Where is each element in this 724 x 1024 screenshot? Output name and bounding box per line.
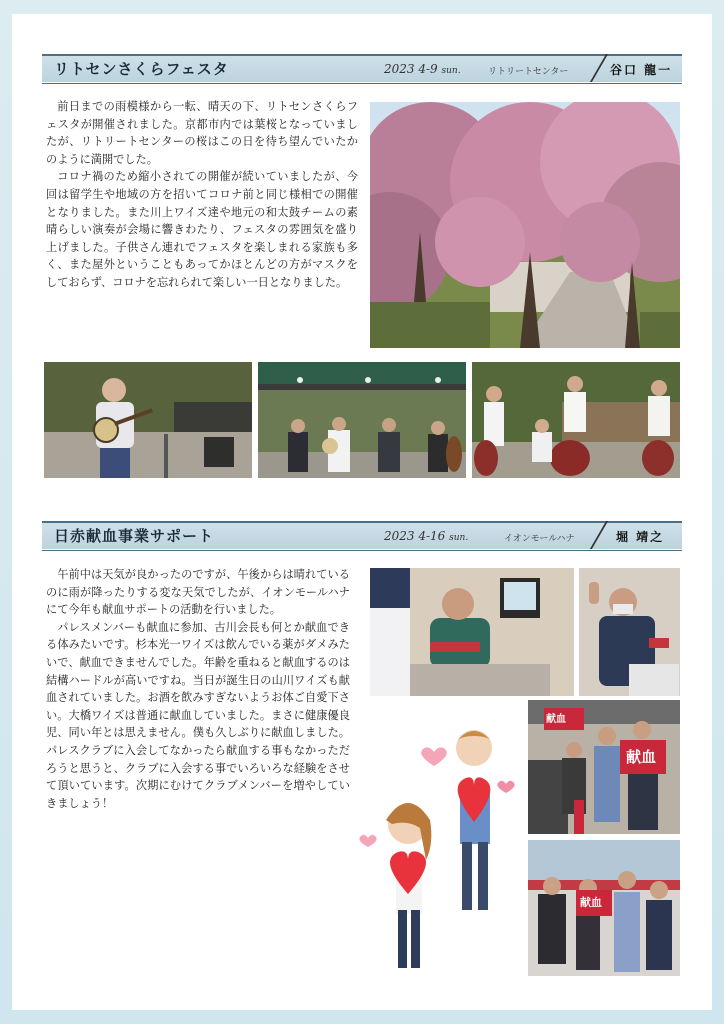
section2-title: 日赤献血事業サポート	[54, 527, 215, 545]
decorative-dots-bottom	[108, 952, 518, 960]
section1-date-value: 2023 4-9	[384, 62, 438, 76]
taiko-drum-photo	[472, 362, 680, 478]
section1-place: リトリートセンター	[488, 67, 569, 77]
section2-paragraph-1: 午前中は天気が良かったのですが、午後からは晴れているのに雨が降ったりする変な天気でしたが、イオンモールハナにて今年も献血サポートの活動を行いました。	[46, 568, 350, 617]
donor-waving-photo	[579, 568, 680, 696]
cherry-blossom-photo	[370, 102, 680, 348]
section2-author: 堀 靖之	[616, 530, 665, 544]
heart-couple-illustration	[356, 724, 526, 980]
section2-date-value: 2023 4-16	[384, 529, 446, 543]
section1-paragraph-1: 前日までの雨模様から一転、晴天の下、リトセンさくらフェスタが開催されました。京都市内では葉桜となっていましたが、リトリートセンターの桜はこの日を待ち望んでいたかのように満開でした。	[46, 100, 358, 166]
section2-header	[42, 517, 682, 551]
donation-sign-1: 献血	[546, 714, 566, 725]
donation-sign-photo	[528, 700, 680, 834]
group-sign-photo	[528, 840, 680, 976]
section1-day: sun.	[441, 66, 461, 76]
band-stage-photo	[258, 362, 466, 478]
section2-day: sun.	[449, 533, 469, 543]
section1-paragraph-2: コロナ禍のため縮小されての開催が続いていましたが、今回は留学生や地域の方を招いてコロナ前と同じ様相での開催となりました。また川上ワイズ達や地元の和太鼓チームの素晴らしい演奏が会場に響きわたり、フェスタの雰囲気を盛り上げました。子供さん連れでフェスタを楽しまれる家族も多く、また屋外ということもあってかほとんどの方がマスクをしておらず、コロナを忘れられて楽しい一日となりました。	[46, 170, 358, 289]
section2-body	[46, 566, 350, 812]
section2-date	[384, 529, 468, 543]
section1-date	[384, 62, 461, 76]
section1-title: リトセンさくらフェスタ	[54, 60, 229, 78]
donation-sign-3: 献血	[580, 896, 602, 909]
section1-underline	[42, 83, 682, 84]
section2-paragraph-2: パレスメンバーも献血に参加、古川会長も何とか献血できる体みたいです。杉本光一ワイズは飲んでいる薬がダメみたいで、献血できませんでした。年齢を重ねると献血するのは結構ハードルが高いですね。当日が誕生日の山川ワイズも献血されていました。お酒を飲みすぎないようお体ご自愛下さい。大橋ワイズは普通に献血していました。まさに健康優良児、同い年とは思えません。僕も久しぶりに献血しました。パレスクラブに入会してなかったら献血する事もなかっただろうと思うと、クラブに入会する事でいろいろな経験をさせて頂いています。次期にむけてクラブメンバーを増やしていきましょう！	[46, 620, 350, 810]
section1-header	[42, 50, 682, 84]
section1-author: 谷口 龍一	[610, 63, 673, 77]
section2-underline	[42, 550, 682, 551]
decorative-dots-top	[44, 912, 444, 920]
section2-place: イオンモールハナ	[504, 534, 575, 544]
section1-body	[46, 98, 358, 292]
banjo-player-photo	[44, 362, 252, 478]
blood-donation-bed-photo	[370, 568, 574, 696]
donation-sign-2: 献血	[626, 748, 657, 766]
